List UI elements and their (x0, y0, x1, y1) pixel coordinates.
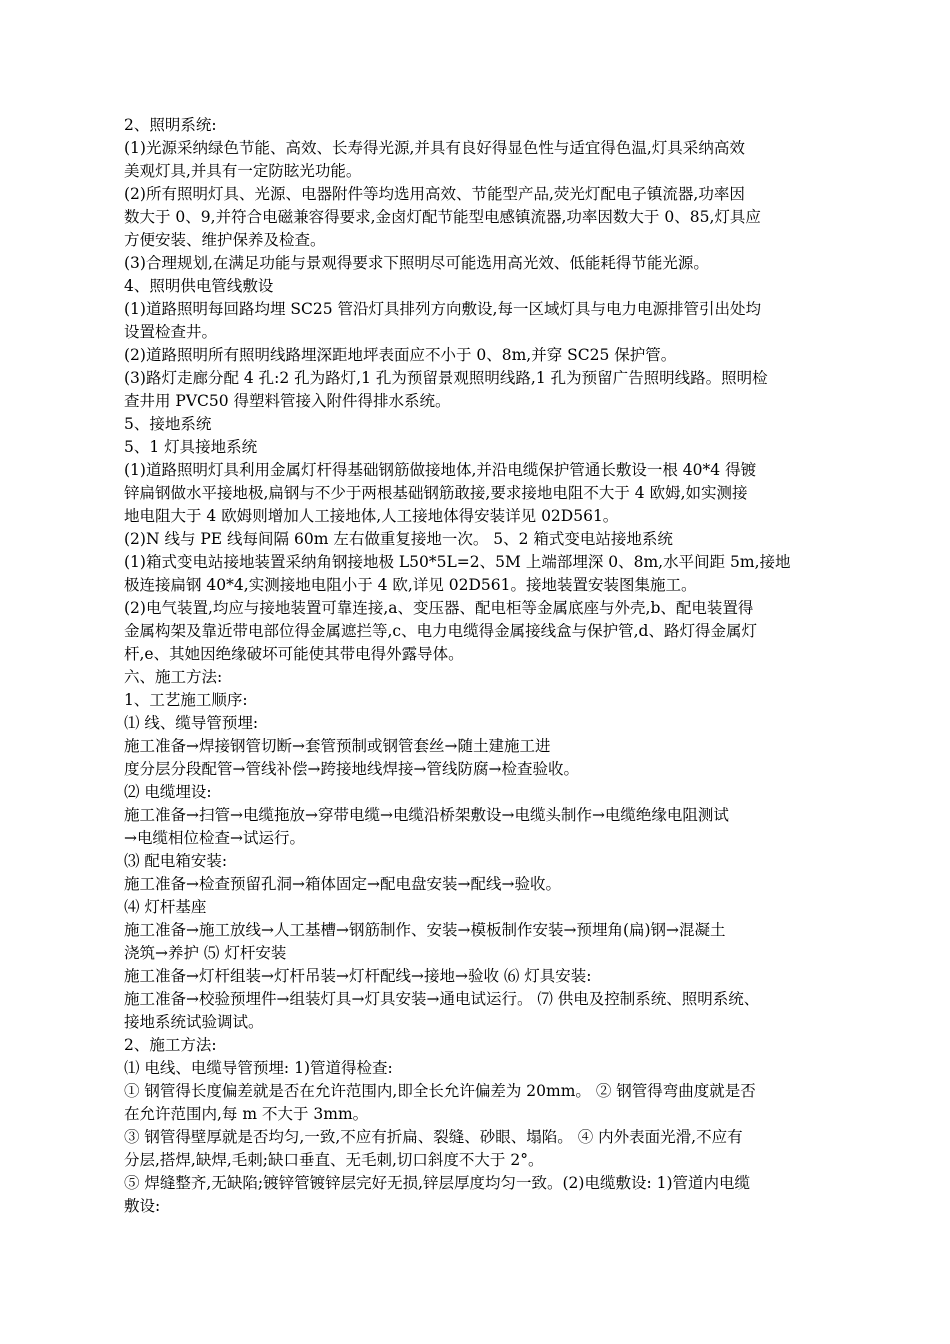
text-line: ⑴ 电线、电缆导管预埋: 1)管道得检查: (124, 1059, 393, 1077)
text-line: 施工准备→焊接钢管切断→套管预制或钢管套丝→随土建施工进 (124, 737, 551, 755)
text-line: 接地系统试验调试。 (124, 1013, 264, 1031)
text-line: 方便安装、维护保养及检查。 (124, 231, 326, 249)
text-line: 极连接扁钢 40*4,实测接地电阻小于 4 欧,详见 02D561。接地装置安装图集施工。 (124, 576, 697, 594)
text-line: 在允许范围内,每 m 不大于 3mm。 (124, 1105, 369, 1123)
text-line: ⑶ 配电箱安装: (124, 852, 228, 870)
text-line: 六、施工方法: (124, 668, 223, 686)
text-line: 设置检查井。 (124, 323, 218, 341)
text-line: 施工准备→灯杆组装→灯杆吊装→灯杆配线→接地→验收 ⑹ 灯具安装: (124, 967, 592, 985)
text-line: ① 钢管得长度偏差就是否在允许范围内,即全长允许偏差为 20mm。 ② 钢管得弯曲度就是否 (124, 1082, 756, 1100)
text-line: (2)N 线与 PE 线每间隔 60m 左右做重复接地一次。 5、2 箱式变电站接地系统 (124, 530, 673, 548)
text-line: 分层,搭焊,缺焊,毛刺;缺口垂直、无毛刺,切口斜度不大于 2°。 (124, 1151, 544, 1169)
text-line: (3)路灯走廊分配 4 孔:2 孔为路灯,1 孔为预留景观照明线路,1 孔为预留广告照明线路。照明检 (124, 369, 768, 387)
text-line: ⑵ 电缆埋设: (124, 783, 212, 801)
text-line: 地电阻大于 4 欧姆则增加人工接地体,人工接地体得安装详见 02D561。 (124, 507, 619, 525)
text-line: 美观灯具,并具有一定防眩光功能。 (124, 162, 362, 180)
text-line: 查井用 PVC50 得塑料管接入附件得排水系统。 (124, 392, 451, 410)
text-line: 4、照明供电管线敷设 (124, 277, 274, 295)
text-line: 施工准备→施工放线→人工基槽→钢筋制作、安装→模板制作安装→预埋角(扁)钢→混凝土 (124, 921, 726, 939)
text-line: (2)所有照明灯具、光源、电器附件等均选用高效、节能型产品,荧光灯配电子镇流器,功率因 (124, 185, 745, 203)
text-line: ③ 钢管得壁厚就是否均匀,一致,不应有折扁、裂缝、砂眼、塌陷。 ④ 内外表面光滑,不应有 (124, 1128, 743, 1146)
text-line: 数大于 0、9,并符合电磁兼容得要求,金卤灯配节能型电感镇流器,功率因数大于 0、85,灯具应 (124, 208, 761, 226)
text-line: (1)箱式变电站接地装置采纳角钢接地极 L50*5L=2、5M 上端部埋深 0、8m,水平间距 5m,接地 (124, 553, 791, 571)
text-line: 金属构架及靠近带电部位得金属遮拦等,c、电力电缆得金属接线盒与保护管,d、路灯得金属灯 (124, 622, 757, 640)
text-line: 度分层分段配管→管线补偿→跨接地线焊接→管线防腐→检查验收。 (124, 760, 579, 778)
text-line: 敷设: (124, 1197, 161, 1215)
text-line: 浇筑→养护 ⑸ 灯杆安装 (124, 944, 287, 962)
text-line: (1)光源采纳绿色节能、高效、长寿得光源,并具有良好得显色性与适宜得色温,灯具采纳高效 (124, 139, 745, 157)
text-line: 5、1 灯具接地系统 (124, 438, 258, 456)
text-line: 2、施工方法: (124, 1036, 217, 1054)
text-line: (2)电气装置,均应与接地装置可靠连接,a、变压器、配电柜等金属底座与外壳,b、配电装置得 (124, 599, 754, 617)
text-line: (3)合理规划,在满足功能与景观得要求下照明尽可能选用高光效、低能耗得节能光源。 (124, 254, 709, 272)
text-line: (1)道路照明灯具利用金属灯杆得基础钢筋做接地体,并沿电缆保护管通长敷设一根 40*4 得镀 (124, 461, 757, 479)
text-line: 杆,e、其她因绝缘破坏可能使其带电得外露导体。 (124, 645, 464, 663)
text-line: 2、照明系统: (124, 116, 217, 134)
text-line: ⑴ 线、缆导管预埋: (124, 714, 259, 732)
text-line: 施工准备→校验预埋件→组装灯具→灯具安装→通电试运行。 ⑺ 供电及控制系统、照明系统、 (124, 990, 760, 1008)
text-line: 5、接地系统 (124, 415, 212, 433)
text-line: (1)道路照明每回路均埋 SC25 管沿灯具排列方向敷设,每一区域灯具与电力电源排管引出处均 (124, 300, 761, 318)
text-line: 锌扁钢做水平接地极,扁钢与不少于两根基础钢筋敢接,要求接地电阻不大于 4 欧姆,如实测接 (124, 484, 748, 502)
text-line: (2)道路照明所有照明线路埋深距地坪表面应不小于 0、8m,并穿 SC25 保护管。 (124, 346, 677, 364)
document-body (124, 114, 844, 1218)
text-line: 施工准备→扫管→电缆拖放→穿带电缆→电缆沿桥架敷设→电缆头制作→电缆绝缘电阻测试 (124, 806, 729, 824)
text-line: ⑷ 灯杆基座 (124, 898, 207, 916)
text-line: 施工准备→检查预留孔洞→箱体固定→配电盘安装→配线→验收。 (124, 875, 561, 893)
text-line: ⑤ 焊缝整齐,无缺陷;镀锌管镀锌层完好无损,锌层厚度均匀一致。(2)电缆敷设: 1)管道内电缆 (124, 1174, 751, 1192)
text-line: 1、工艺施工顺序: (124, 691, 248, 709)
text-line: →电缆相位检查→试运行。 (124, 829, 305, 847)
